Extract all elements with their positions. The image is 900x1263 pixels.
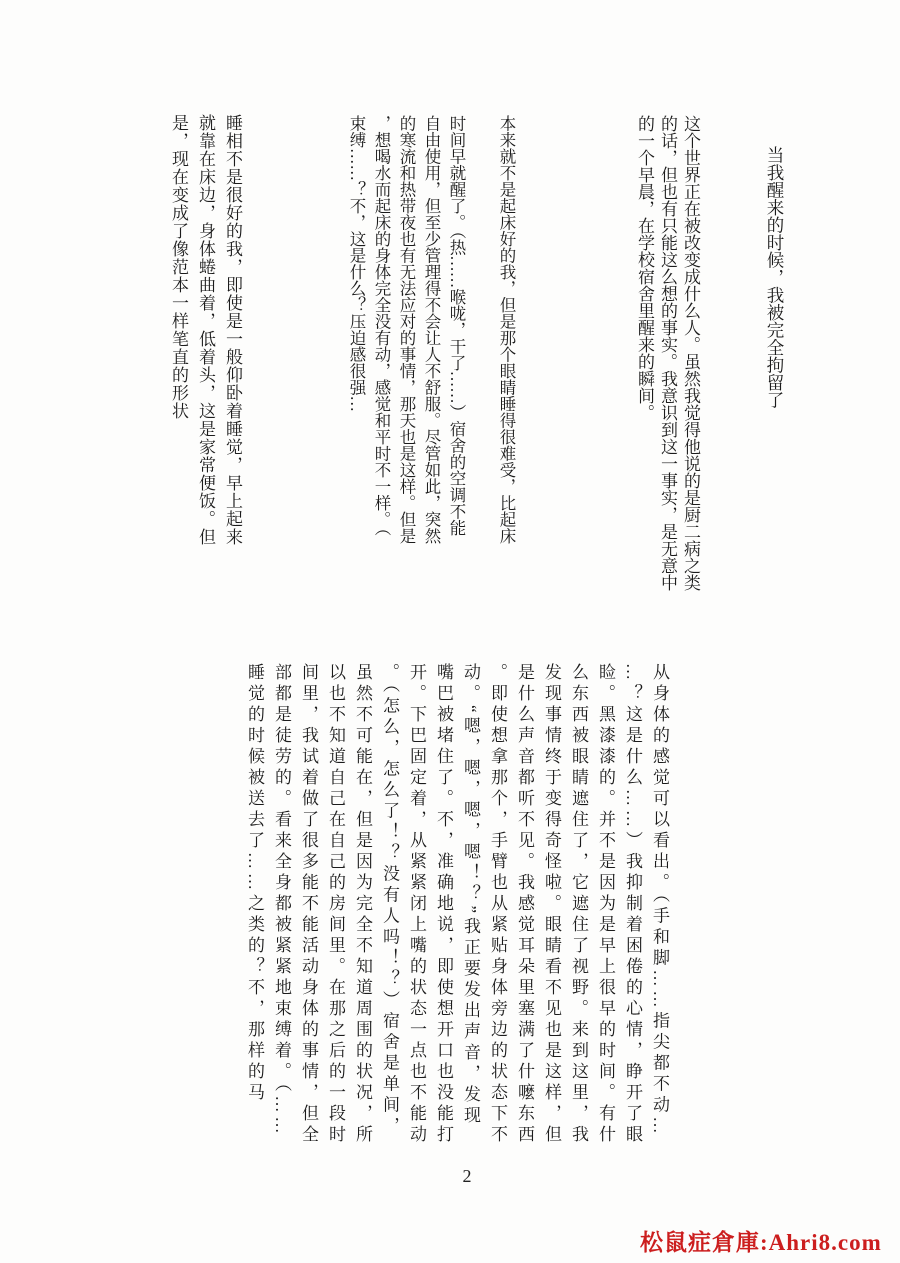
paragraph-block-2 xyxy=(344,115,519,595)
page-number: 2 xyxy=(462,1166,472,1186)
text-column: 动。“嗯，嗯，嗯，嗯！？”我正要发出声音，发现 xyxy=(461,663,480,1128)
text-column: 束缚……？不，这是什么？压迫感很强… xyxy=(347,115,366,412)
text-column: 以也不知道自己在自己的房间里。在那之后的一段时 xyxy=(326,663,345,1146)
paragraph-block-1 xyxy=(633,115,702,615)
text-column: 。即使想拿那个，手臂也从紧贴身体旁边的状态下不 xyxy=(488,663,507,1146)
text-column: 部都是徒劳的。看来全身都被紧紧地束缚着。（…… xyxy=(272,663,291,1138)
text-column: 时间早就醒了。（热……喉咙，干了……）宿舍的空调不能 xyxy=(447,115,466,536)
text-column: 间里，我试着做了很多能不能活动身体的事情，但全 xyxy=(299,663,318,1146)
text-column: 睑。黑漆漆的。并不是因为是早上很早的时间。有什 xyxy=(596,663,615,1146)
text-column: 虽然不可能在，但是因为完全不知道周围的状况，所 xyxy=(353,663,372,1146)
text-column: 从身体的感觉可以看出。（手和脚……指尖都不动… xyxy=(650,663,669,1138)
text-column: 开。下巴固定着，从紧紧闭上嘴的状态一点也不能动 xyxy=(407,663,426,1146)
text-column: 就靠在床边，身体蜷曲着，低着头，这是家常便饭。但 xyxy=(196,114,215,546)
text-column: …？这是什么……）我抑制着困倦的心情，睁开了眼 xyxy=(623,663,642,1146)
text-column: 么东西被眼睛遮住了，它遮住了视野。来到这里，我 xyxy=(569,663,588,1146)
paragraph-block-3 xyxy=(165,114,246,584)
text-column: ，想喝水而起床的身体完全没有动，感觉和平时不一样。（ xyxy=(372,115,391,536)
site-watermark: 松鼠症倉庫:Ahri8.com xyxy=(640,1230,882,1255)
text-column: 是什么声音都听不见。我感觉耳朵里塞满了什嚒东西 xyxy=(515,663,534,1146)
chapter-heading xyxy=(760,146,790,446)
heading-text: 当我醒来的时候，我被完全拘留了 xyxy=(765,146,785,409)
text-column: 自由使用，但至少管理得不会让人不舒服。尽管如此，突然 xyxy=(422,115,441,544)
text-column: 是，现在变成了像范本一样笔直的形状 xyxy=(169,114,188,420)
text-column: 嘴巴被堵住了。不，准确地说，即使想开口也没能打 xyxy=(434,663,453,1146)
paragraph-block-4 xyxy=(241,663,673,1175)
text-column: 睡觉的时候被送去了……之类的？不，那样的马 xyxy=(245,663,264,1104)
text-column: 本来就不是起床好的我，但是那个眼睛睡得很难受，比起床 xyxy=(497,115,516,544)
text-column: 这个世界正在被改变成什么人。虽然我觉得他说的是厨二病之类 xyxy=(681,115,700,591)
text-column: 发现事情终于变得奇怪啦。眼睛看不见也是这样，但 xyxy=(542,663,561,1146)
text-column: 。（怎么，怎么了！？没有人吗！？）宿舍是单间， xyxy=(380,663,399,1138)
text-column: 的寒流和热带夜也有无法应对的事情，那天也是这样。但是 xyxy=(397,115,416,544)
text-column: 睡相不是很好的我，即使是一般仰卧着睡觉，早上起来 xyxy=(223,114,242,546)
text-column: 的话，但也有只能这么想的事实。我意识到这一事实，是无意中 xyxy=(658,115,677,591)
text-column: 的一个早晨，在学校宿舍里醒来的瞬间。 xyxy=(635,115,654,421)
